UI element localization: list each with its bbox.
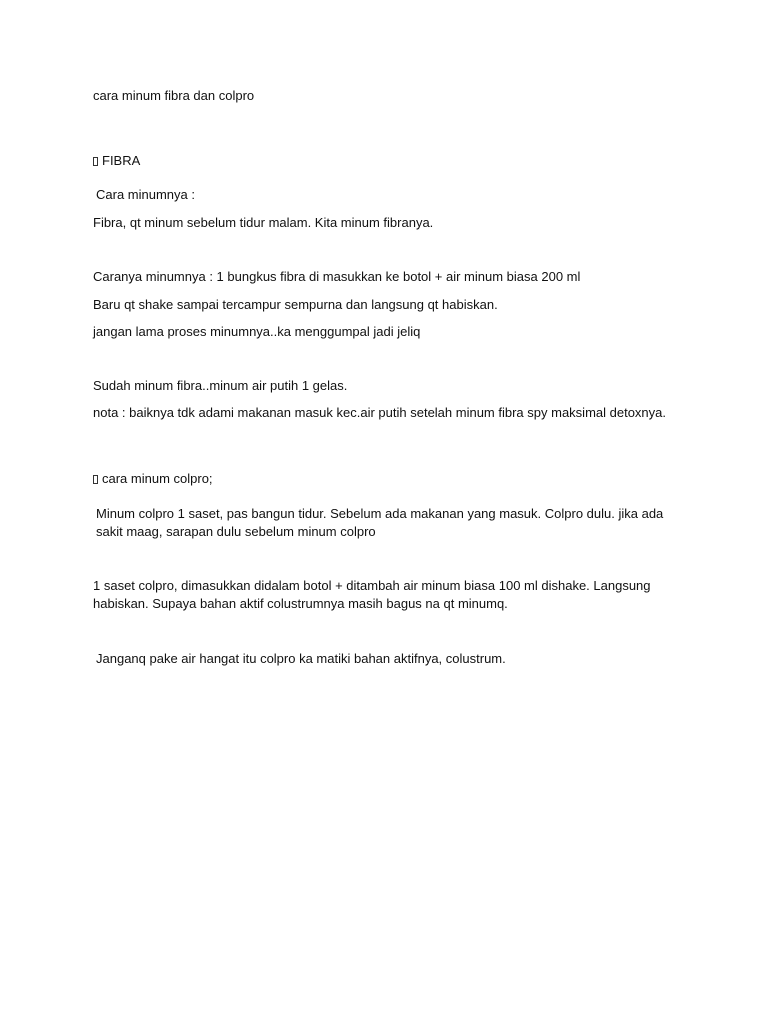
- document-title: cara minum fibra dan colpro: [93, 88, 255, 103]
- fibra-heading-row: [93, 152, 683, 170]
- fibra-paragraph-5: Sudah minum fibra..minum air putih 1 gelas.: [93, 378, 348, 393]
- fibra-paragraph-1: Fibra, qt minum sebelum tidur malam. Kita minum fibranya.: [93, 215, 434, 230]
- fibra-paragraph-4: jangan lama proses minumnya..ka menggumpal jadi jeliq: [93, 324, 421, 339]
- fibra-paragraph-3: Baru qt shake sampai tercampur sempurna dan langsung qt habiskan.: [93, 297, 498, 312]
- colpro-paragraph-3: Janganq pake air hangat itu colpro ka matiki bahan aktifnya, colustrum.: [96, 651, 506, 666]
- colpro-paragraph-2: 1 saset colpro, dimasukkan didalam botol + ditambah air minum biasa 100 ml dishake. Langsung habiskan. Supaya bahan aktif colustrumnya masih bagus na qt minumq.: [93, 578, 651, 611]
- fibra-note: nota : baiknya tdk adami makanan masuk kec.air putih setelah minum fibra spy maksimal detoxnya.: [93, 405, 666, 420]
- fibra-paragraph-2: Caranya minumnya : 1 bungkus fibra di masukkan ke botol + air minum biasa 200 ml: [93, 269, 581, 284]
- missing-glyph-box-icon: [93, 157, 98, 166]
- fibra-heading: FIBRA: [102, 153, 141, 168]
- colpro-paragraph-1: Minum colpro 1 saset, pas bangun tidur. Sebelum ada makanan yang masuk. Colpro dulu. jika ada sakit maag, sarapan dulu sebelum minum colpro: [96, 506, 664, 539]
- colpro-heading-row: [93, 470, 683, 488]
- colpro-heading: cara minum colpro;: [102, 471, 213, 486]
- fibra-subheading: Cara minumnya :: [96, 187, 195, 202]
- missing-glyph-box-icon: [93, 475, 98, 484]
